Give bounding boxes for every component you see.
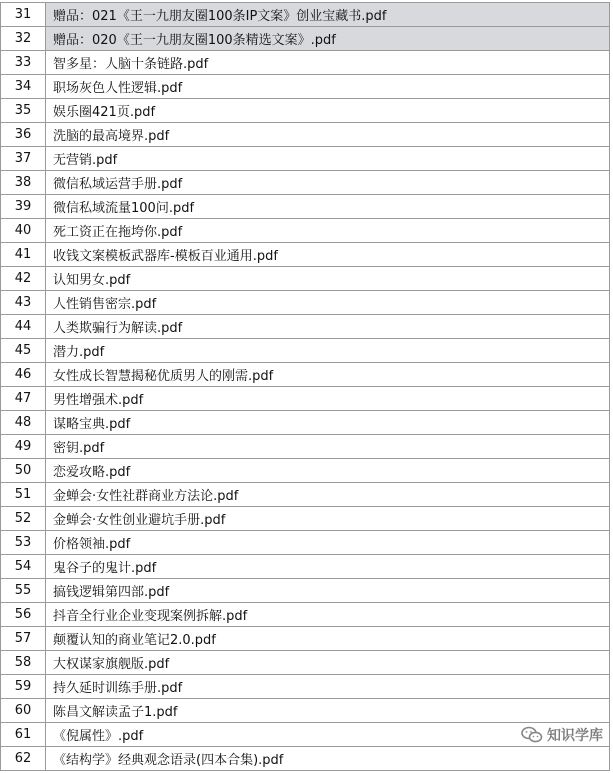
- watermark: [521, 725, 603, 745]
- table-row: [1, 219, 610, 243]
- row-number: 47: [1, 387, 46, 411]
- file-name: 《结构学》经典观念语录(四本合集).pdf: [46, 747, 610, 771]
- file-name: 职场灰色人性逻辑.pdf: [46, 75, 610, 99]
- table-row: [1, 531, 610, 555]
- file-name: 收钱文案模板武器库-模板百业通用.pdf: [46, 243, 610, 267]
- table-row: [1, 267, 610, 291]
- row-number: 38: [1, 171, 46, 195]
- file-name: 大权谋家旗舰版.pdf: [46, 651, 610, 675]
- table-row: [1, 459, 610, 483]
- file-name: 金蝉会·女性社群商业方法论.pdf: [46, 483, 610, 507]
- table-row: [1, 483, 610, 507]
- file-name: 娱乐圈421页.pdf: [46, 99, 610, 123]
- file-name: 人类欺骗行为解读.pdf: [46, 315, 610, 339]
- file-name: 《倪属性》.pdf: [46, 723, 610, 747]
- row-number: 33: [1, 51, 46, 75]
- file-name: 陈昌文解读孟子1.pdf: [46, 699, 610, 723]
- row-number: 55: [1, 579, 46, 603]
- file-name: 鬼谷子的鬼计.pdf: [46, 555, 610, 579]
- row-number: 35: [1, 99, 46, 123]
- file-name: 价格领袖.pdf: [46, 531, 610, 555]
- file-name: 赠品：020《王一九朋友圈100条精选文案》.pdf: [46, 27, 610, 51]
- table-row: [1, 339, 610, 363]
- file-name: 潜力.pdf: [46, 339, 610, 363]
- row-number: 39: [1, 195, 46, 219]
- file-name: 赠品：021《王一九朋友圈100条IP文案》创业宝藏书.pdf: [46, 3, 610, 27]
- table-row: [1, 579, 610, 603]
- row-number: 34: [1, 75, 46, 99]
- table-row: [1, 627, 610, 651]
- table-row: [1, 363, 610, 387]
- wechat-icon: [521, 726, 543, 744]
- table-row: [1, 675, 610, 699]
- row-number: 36: [1, 123, 46, 147]
- table-row: [1, 27, 610, 51]
- table-row: [1, 123, 610, 147]
- row-number: 59: [1, 675, 46, 699]
- table-row: [1, 315, 610, 339]
- table-row: [1, 603, 610, 627]
- row-number: 54: [1, 555, 46, 579]
- file-name: 密钥.pdf: [46, 435, 610, 459]
- row-number: 61: [1, 723, 46, 747]
- file-list-body: [1, 3, 610, 771]
- row-number: 50: [1, 459, 46, 483]
- file-name: 认知男女.pdf: [46, 267, 610, 291]
- row-number: 58: [1, 651, 46, 675]
- row-number: 62: [1, 747, 46, 771]
- table-row: [1, 651, 610, 675]
- table-row: [1, 51, 610, 75]
- table-row: [1, 723, 610, 747]
- table-row: [1, 3, 610, 27]
- table-row: [1, 171, 610, 195]
- file-name: 无营销.pdf: [46, 147, 610, 171]
- file-name: 男性增强术.pdf: [46, 387, 610, 411]
- row-number: 56: [1, 603, 46, 627]
- table-row: [1, 195, 610, 219]
- row-number: 46: [1, 363, 46, 387]
- table-row: [1, 507, 610, 531]
- row-number: 57: [1, 627, 46, 651]
- watermark-text: 知识学库: [547, 728, 603, 744]
- file-name: 颠覆认知的商业笔记2.0.pdf: [46, 627, 610, 651]
- file-name: 搞钱逻辑第四部.pdf: [46, 579, 610, 603]
- file-name: 持久延时训练手册.pdf: [46, 675, 610, 699]
- file-name: 微信私域运营手册.pdf: [46, 171, 610, 195]
- file-name: 智多星：人脑十条链路.pdf: [46, 51, 610, 75]
- table-row: [1, 243, 610, 267]
- row-number: 42: [1, 267, 46, 291]
- row-number: 40: [1, 219, 46, 243]
- row-number: 43: [1, 291, 46, 315]
- row-number: 48: [1, 411, 46, 435]
- file-name: 女性成长智慧揭秘优质男人的刚需.pdf: [46, 363, 610, 387]
- row-number: 32: [1, 27, 46, 51]
- table-row: [1, 435, 610, 459]
- table-row: [1, 291, 610, 315]
- file-name: 洗脑的最高境界.pdf: [46, 123, 610, 147]
- file-name: 微信私域流量100问.pdf: [46, 195, 610, 219]
- table-row: [1, 387, 610, 411]
- table-row: [1, 747, 610, 771]
- table-row: [1, 147, 610, 171]
- file-name: 抖音全行业企业变现案例拆解.pdf: [46, 603, 610, 627]
- table-row: [1, 99, 610, 123]
- row-number: 60: [1, 699, 46, 723]
- table-row: [1, 555, 610, 579]
- table-row: [1, 411, 610, 435]
- file-list-table: [0, 2, 610, 771]
- row-number: 52: [1, 507, 46, 531]
- row-number: 53: [1, 531, 46, 555]
- row-number: 41: [1, 243, 46, 267]
- table-row: [1, 699, 610, 723]
- row-number: 37: [1, 147, 46, 171]
- file-name: 死工资正在拖垮你.pdf: [46, 219, 610, 243]
- table-row: [1, 75, 610, 99]
- file-name: 金蝉会·女性创业避坑手册.pdf: [46, 507, 610, 531]
- row-number: 44: [1, 315, 46, 339]
- row-number: 31: [1, 3, 46, 27]
- file-name: 恋爱攻略.pdf: [46, 459, 610, 483]
- file-name: 谋略宝典.pdf: [46, 411, 610, 435]
- row-number: 49: [1, 435, 46, 459]
- row-number: 45: [1, 339, 46, 363]
- file-name: 人性销售密宗.pdf: [46, 291, 610, 315]
- row-number: 51: [1, 483, 46, 507]
